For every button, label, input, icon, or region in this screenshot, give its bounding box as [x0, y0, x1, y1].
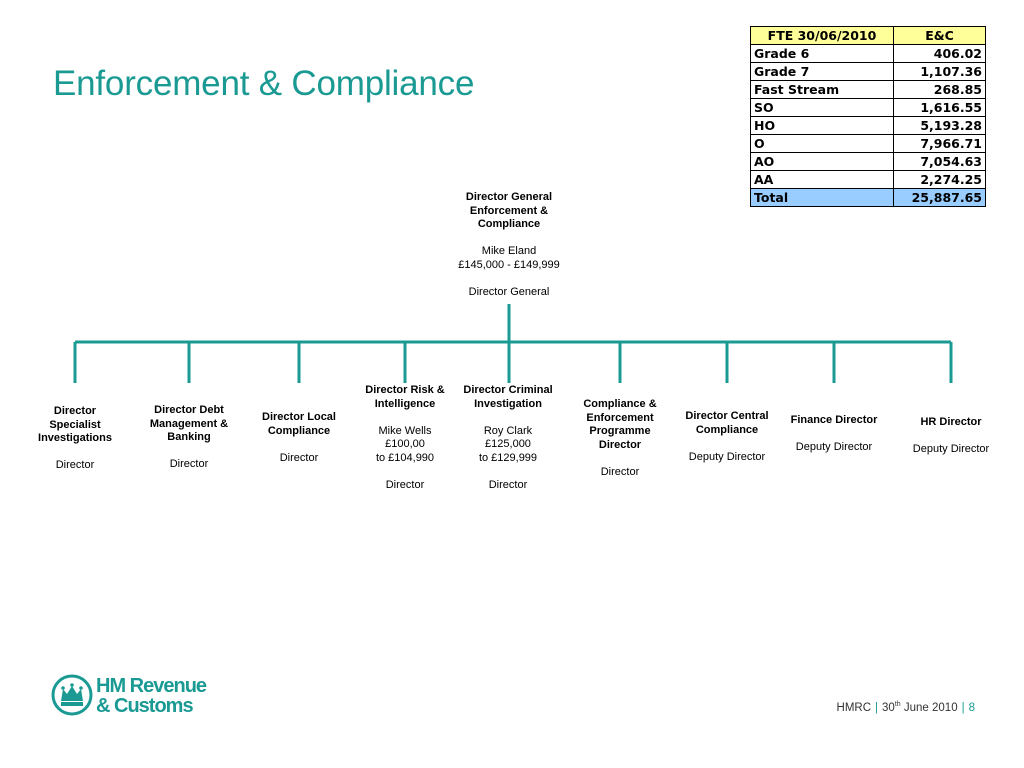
org-node-role: Director Risk & Intelligence [365, 384, 445, 410]
org-node-grade: Director [169, 458, 209, 470]
org-node-grade: Director [600, 465, 640, 478]
director-general-role: Director General Enforcement & Compliance [465, 191, 553, 230]
fte-row-value: 7,966.71 [894, 135, 986, 153]
footer-separator: | [875, 701, 879, 714]
org-node-role: Compliance & Enforcement Programme Director [583, 398, 657, 451]
fte-row-value: 5,193.28 [894, 117, 986, 135]
page-title: Enforcement & Compliance [53, 64, 475, 103]
footer-date-rest: June 2010 [903, 701, 958, 714]
org-node-grade: Director [55, 459, 95, 471]
fte-row-label: O [751, 135, 894, 153]
org-node-grade: Director [279, 451, 319, 464]
org-node-role: Director Local Compliance [262, 411, 336, 437]
director-general-grade: Director General [468, 285, 550, 298]
fte-row-value: 7,054.63 [894, 153, 986, 171]
org-node-grade: Deputy Director [912, 443, 990, 455]
crown-icon [51, 674, 93, 716]
org-node-central-compliance [677, 410, 777, 464]
fte-row-value: 1,107.36 [894, 63, 986, 81]
footer-date-day: 30 [882, 701, 895, 714]
org-node-grade: Deputy Director [795, 441, 873, 453]
hmrc-logo-text [96, 676, 206, 716]
org-node-role: Director Specialist Investigations [38, 405, 112, 444]
org-node-role: Finance Director [790, 414, 878, 426]
footer-separator: | [961, 701, 965, 714]
org-node-risk-intelligence [358, 384, 452, 492]
org-node-compliance-programme [576, 398, 664, 479]
director-general-name: Mike Eland [481, 245, 537, 257]
slide-footer [837, 701, 975, 714]
fte-row-value: 268.85 [894, 81, 986, 99]
org-node-salary-from: £125,000 [485, 438, 531, 450]
director-general-node [444, 191, 574, 299]
org-node-role: Director Debt Management & Banking [149, 404, 229, 443]
org-node-grade: Director [385, 478, 425, 491]
fte-row-value: 2,274.25 [894, 171, 986, 189]
org-node-grade: Director [488, 478, 528, 491]
org-node-role: HR Director [920, 416, 982, 428]
fte-row-label: Grade 6 [751, 45, 894, 63]
org-node-grade: Deputy Director [688, 450, 766, 463]
fte-header-value: E&C [894, 27, 986, 45]
fte-row-label: Grade 7 [751, 63, 894, 81]
fte-row-value: 406.02 [894, 45, 986, 63]
fte-total-label: Total [751, 189, 894, 207]
org-node-criminal-investigation [456, 384, 560, 492]
fte-row-label: AO [751, 153, 894, 171]
fte-header-label: FTE 30/06/2010 [751, 27, 894, 45]
logo-line-2: & Customs [96, 695, 193, 717]
fte-row-label: AA [751, 171, 894, 189]
footer-org: HMRC [836, 701, 872, 714]
director-general-salary: £145,000 - £149,999 [458, 258, 560, 271]
fte-row-value: 1,616.55 [894, 99, 986, 117]
org-node-debt-management [148, 404, 230, 472]
org-node-local-compliance [254, 411, 344, 465]
org-node-hr-director [901, 416, 1001, 457]
org-node-name: Mike Wells [378, 424, 432, 437]
fte-row-label: SO [751, 99, 894, 117]
org-node-finance-director [784, 414, 884, 455]
fte-row-label: Fast Stream [751, 81, 894, 99]
org-node-specialist-investigations [30, 405, 120, 473]
org-node-name: Roy Clark [483, 424, 533, 437]
footer-date-suffix: th [894, 701, 901, 708]
page-number: 8 [968, 701, 975, 714]
org-node-salary-to: to £129,999 [478, 451, 538, 464]
org-node-salary-from: £100,00 [385, 438, 425, 450]
org-node-salary-to: to £104,990 [375, 451, 435, 464]
org-node-role: Director Central Compliance [685, 410, 769, 436]
org-node-role: Director Criminal Investigation [463, 384, 553, 410]
logo-line-1: HM Revenue [96, 675, 207, 697]
fte-row-label: HO [751, 117, 894, 135]
fte-total-value: 25,887.65 [894, 189, 986, 207]
